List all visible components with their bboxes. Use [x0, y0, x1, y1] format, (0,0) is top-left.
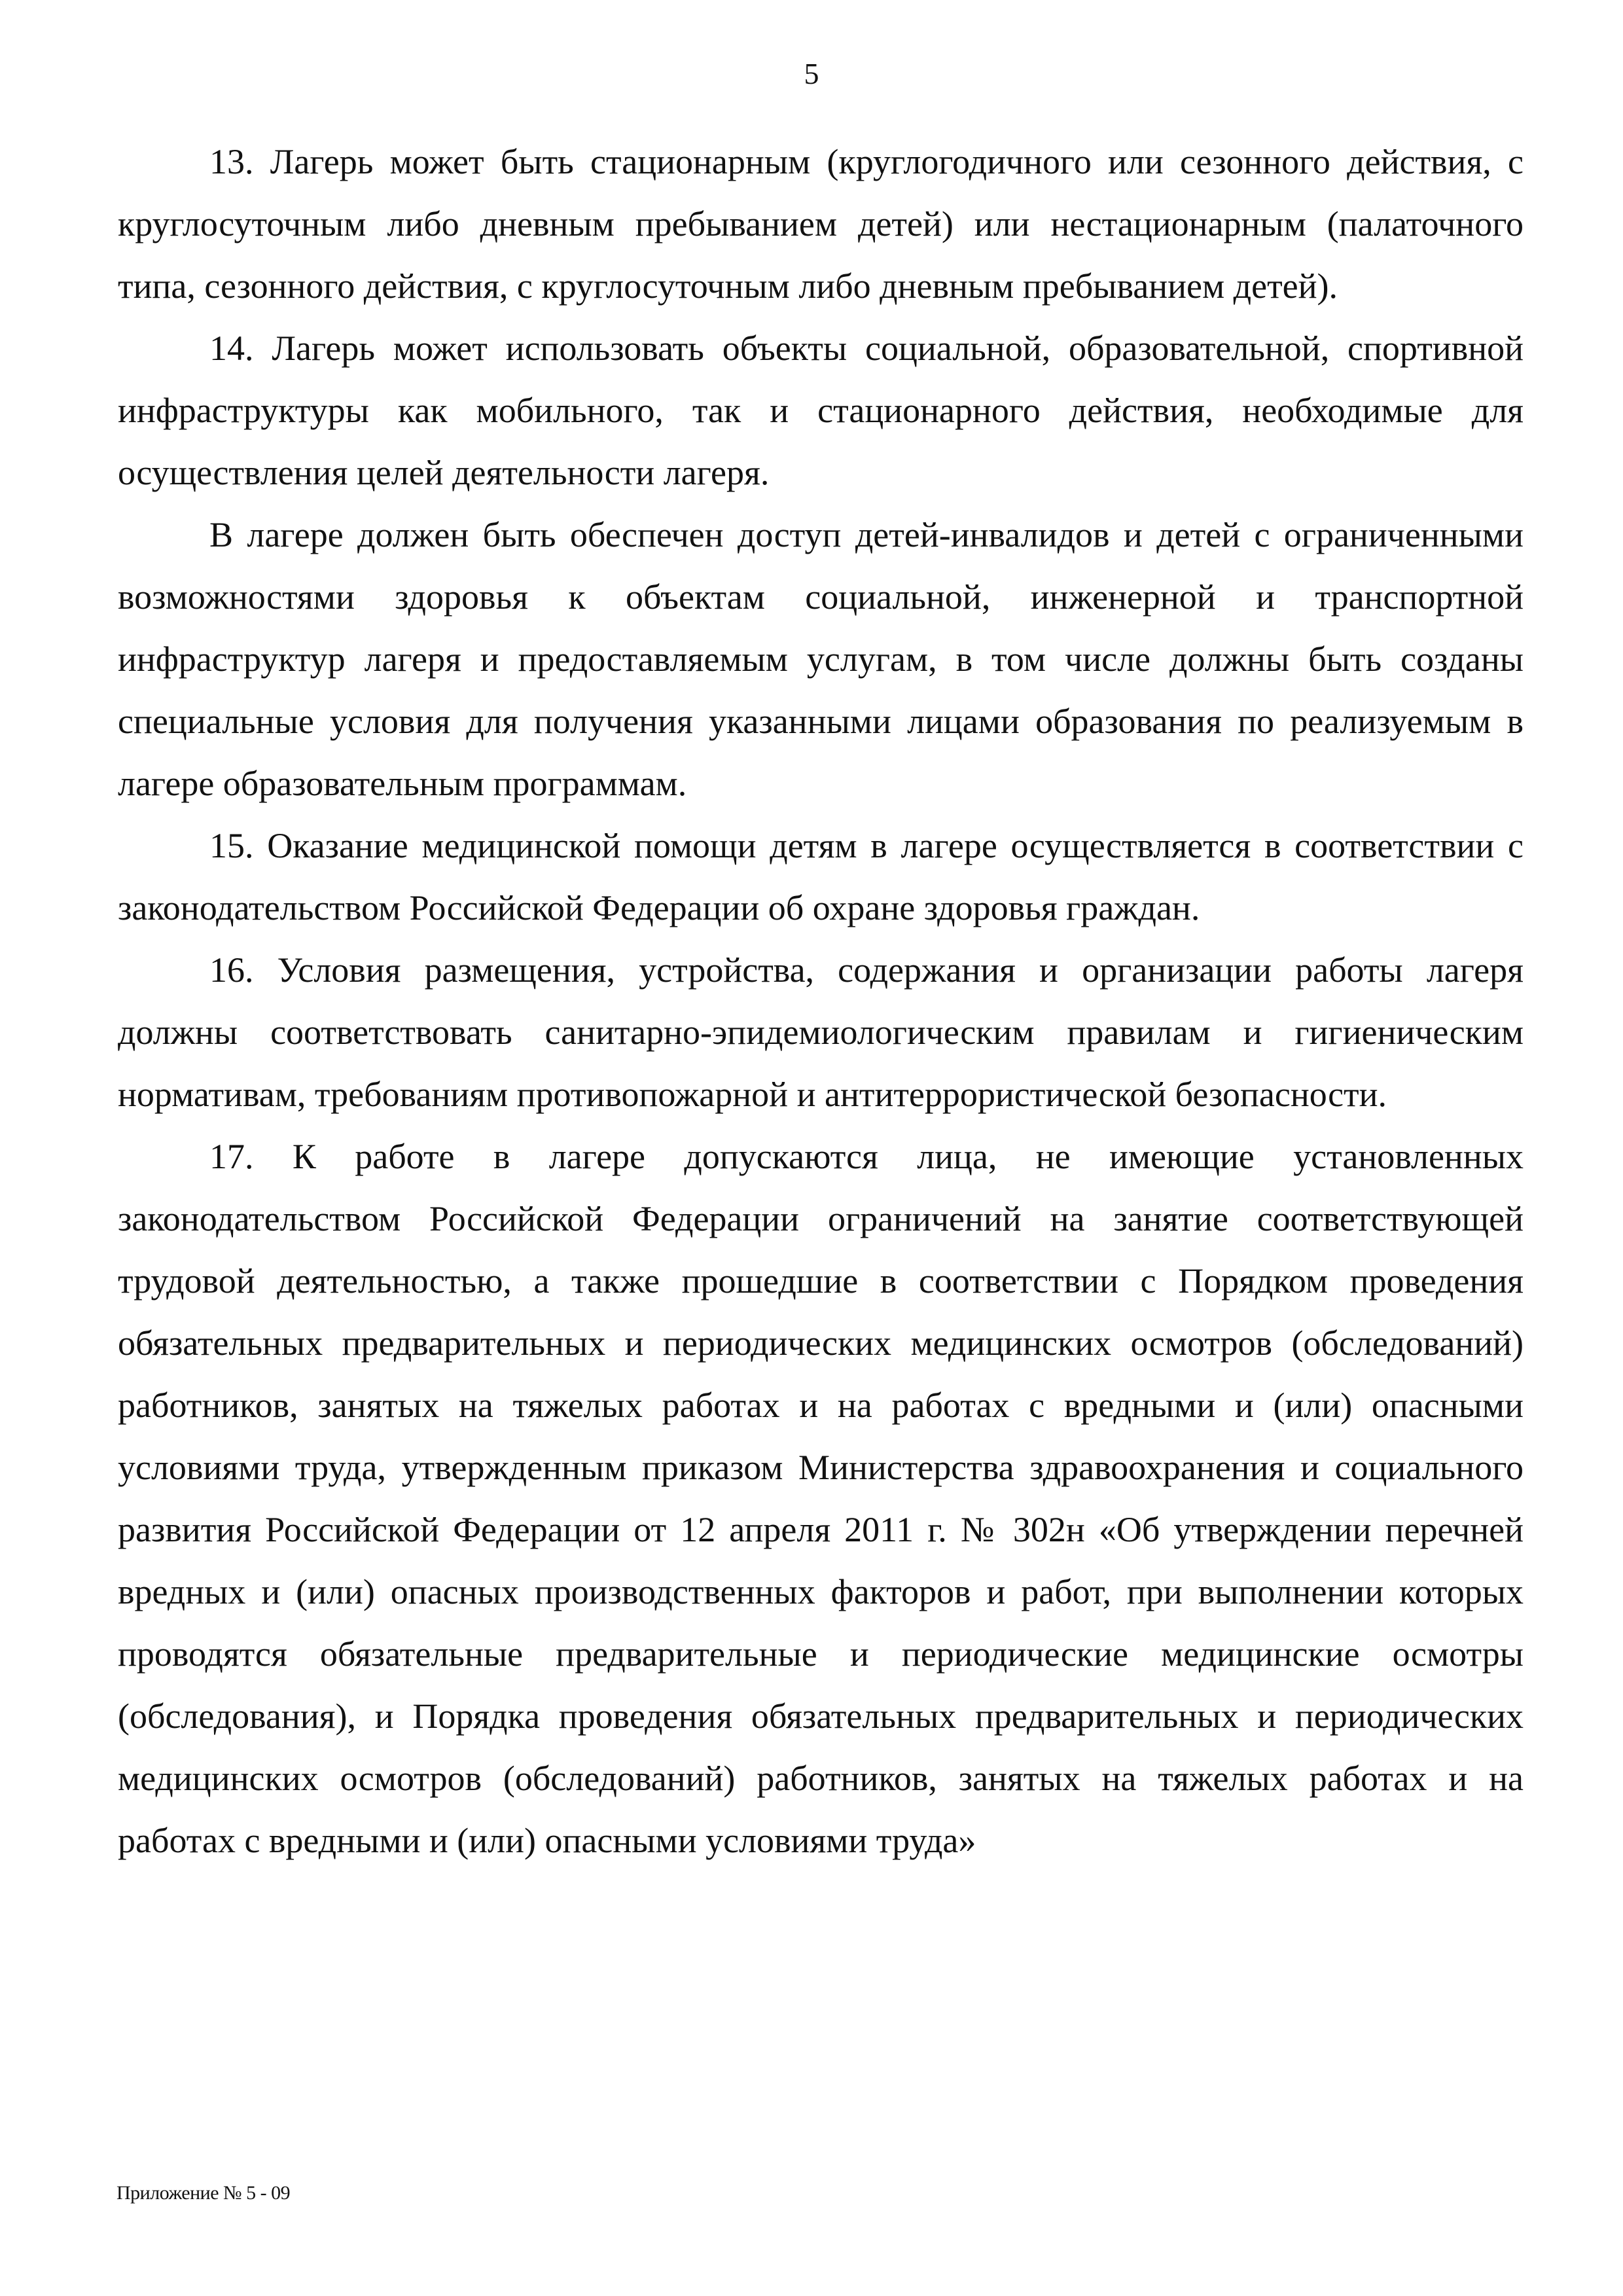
paragraph-16: 16. Условия размещения, устройства, содержания и организации работы лагеря должны соответствовать санитарно-эпидемиологическим правилам и гигиеническим нормативам, требованиям противопожарной и антитеррористической безопасности. — [118, 950, 1524, 1114]
page-number: 5 — [804, 57, 819, 90]
paragraph-13: 13. Лагерь может быть стационарным (круглогодичного или сезонного действия, с круглосуточным либо дневным пребыванием детей) или нестационарным (палаточного типа, сезонного действия, с круглосуточным либо дневным пребыванием детей). — [118, 142, 1524, 306]
paragraph-15: 15. Оказание медицинской помощи детям в лагере осуществляется в соответствии с законодательством Российской Федерации об охране здоровья граждан. — [118, 826, 1524, 927]
document-body — [118, 131, 1524, 1872]
footer-attachment-label: Приложение № 5 - 09 — [116, 2182, 291, 2204]
paragraph-14-accessibility: В лагере должен быть обеспечен доступ детей-инвалидов и детей с ограниченными возможностями здоровья к объектам социальной, инженерной и транспортной инфраструктур лагеря и предоставляемым услугам, в том числе должны быть созданы специальные условия для получения указанными лицами образования по реализуемым в лагере образовательным программам. — [118, 515, 1524, 803]
paragraph-17: 17. К работе в лагере допускаются лица, не имеющие установленных законодательством Российской Федерации ограничений на занятие соответствующей трудовой деятельностью, а также прошедшие в соответствии с Порядком проведения обязательных предварительных и периодических медицинских осмотров (обследований) работников, занятых на тяжелых работах и на работах с вредными и (или) опасными условиями труда, утвержденным приказом Министерства здравоохранения и социального развития Российской Федерации от 12 апреля 2011 г. № 302н «Об утверждении перечней вредных и (или) опасных производственных факторов и работ, при выполнении которых проводятся обязательные предварительные и периодические медицинские осмотры (обследования), и Порядка проведения обязательных предварительных и периодических медицинских осмотров (обследований) работников, занятых на тяжелых работах и на работах с вредными и (или) опасными условиями труда» — [118, 1137, 1524, 1860]
paragraph-14: 14. Лагерь может использовать объекты социальной, образовательной, спортивной инфраструктуры как мобильного, так и стационарного действия, необходимые для осуществления целей деятельности лагеря. — [118, 329, 1524, 492]
